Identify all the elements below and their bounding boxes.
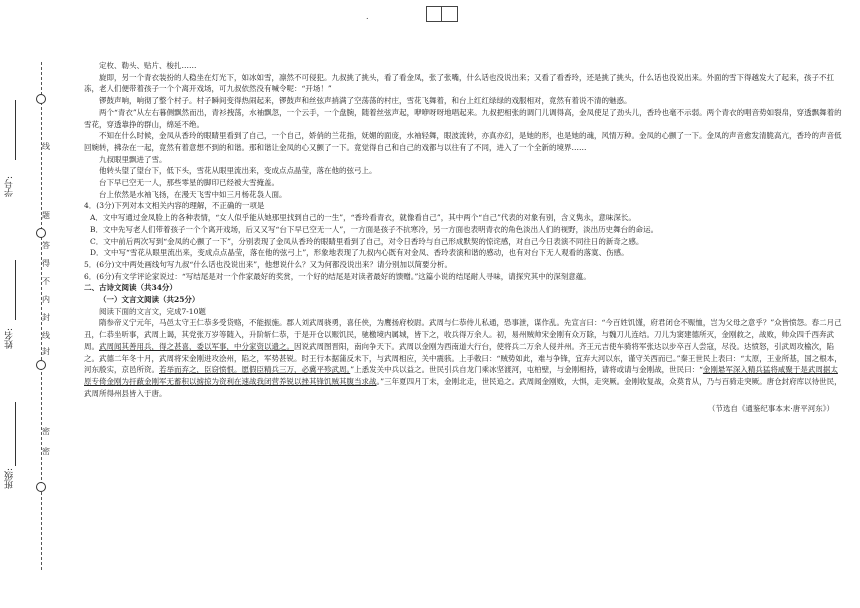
passage-line: 两个“青衣”从左右暮侧飘然而出，青衫拽荡，水袖飘忽，一个云手，一个盘腕，随着丝弦声起，咿咿呀呀地唱起来。九叔把相张的调门儿调得高，金凤使足了劲头儿，香玲也毫不示弱。两个青衣的唱音势如裂帛，穿透飘舞着的雪花，穿透靠挣的群山，绵延不绝。 (84, 107, 842, 129)
passage-segment: 。”三年夏四月丁未，金刚北走，世民追之。武周闻金刚败，大惧，走突厥。金刚收复战，众莫肯从，乃与百骑走突厥。唐仓封府库以待世民，武周所得州县皆入于唐。 (84, 376, 842, 398)
class-line (15, 402, 16, 466)
seal-char: 密 (42, 427, 50, 436)
underlined-sentence: 武周闻其善用兵，得之甚喜，委以军事，中分家资以遗之。 (99, 341, 294, 351)
option-b: B．文中先写老人们带着孩子一个个离开戏场，后又又写“台下早已空无一人”，一方面是孩子不抗寒冷，另一方面也表明青衣的角色淡出人们的视野，淡出历史舞台的命运。 (90, 224, 659, 234)
name-label: 姓名: (5, 328, 15, 350)
seal-char: 封 (42, 347, 50, 356)
passage-line: 九叔眼里飘进了雪。 (99, 154, 167, 164)
name-line (15, 260, 16, 320)
seal-char: 密 (42, 447, 50, 456)
source-citation: （节选自《通鉴纪事本末·唐平河东》） (707, 404, 834, 414)
section-instruction: 阅读下面的文言文，完成7-10题 (99, 306, 206, 316)
seal-char: 线 (42, 331, 50, 340)
passage-segment: 因说武周图晋阳，南向争天下。武周以金刚为西南道大行台，使将兵二万余人侵并州。齐王元吉使车骑将军张达以步卒百人尝寇，尽没。达愤怒，引武周攻榆次，陷之。武德二年冬十月，武周将宋金刚进攻浍州，陷之，军势甚锐。时王行本据蒲反未下，与武周相应，关中震骇。上手敕曰：“贼势如此，难与争锋，宜弃大河以东，谨守关西而已。”秦王世民上表曰：“太原，王业所基，国之根本，河东殷实，京邑所资。 (84, 341, 842, 375)
binding-hole (36, 94, 46, 104)
binding-hole (36, 360, 46, 370)
passage-line: 不知在什么时候，金凤从香玲的眼睛里看到了自己，一个自己，娇俏的兰花指，妩媚的面庞，水袖轻舞，眼波流转，亦真亦幻，是她的形，也是她的魂，风情万种。金凤的心颤了一下。金凤的声音愈发清脆高亢，香玲的声音低回婉转，拂杂在一起，竟然有着意想不到的和谐。那和谐让金凤的心又颤了一下。竟觉得自己和自己的戏都与以往有了不同，进入了一个全新的境界…… (84, 131, 842, 152)
seal-char: 题 (42, 211, 50, 220)
exam-content (84, 60, 844, 415)
page-number-box (426, 6, 458, 22)
seal-char: 答 (42, 241, 50, 250)
classical-passage (84, 317, 844, 399)
seal-char: 封 (42, 313, 50, 322)
passage-line: 他转头望了望台下，低下头，雪花从眼里流出来，变成点点晶莹，落在他的弦弓上。 (99, 166, 377, 176)
question-5: 5．(6分)文中两处画线句写九叔“什么话也没说出来”，他想说什么？又为何都没说出来？请分别加以简要分析。 (84, 259, 453, 269)
passage-segment: ”上悉发关中兵以益之。世民引兵自龙门乘冰坚渡河，屯柏壁，与金刚相持，请将或请与金刚战，世民曰：“ (350, 365, 703, 375)
student-id-label: 学号: (5, 176, 15, 198)
seal-char: 内 (42, 295, 50, 304)
binding-hole (36, 482, 46, 492)
passage-line: 定枚、勒头、贴片、梭扎…… (99, 61, 197, 70)
class-label: 班级: (5, 468, 15, 490)
binding-gutter (0, 0, 72, 608)
section-title: 二、古诗文阅读（共34分） (84, 283, 177, 293)
passage-segment: 隋参帝义宁元年，马邑太守王仁恭多受货赂，不能振施。郡人刘武周骁勇，喜任侠，为鹰扬府校尉。武周与仁恭侍儿私通，恐事泄，谋作乱。先宣言曰：“今百姓饥馑，府君闭仓不赈恤，岂为父母之意乎？”众皆愤怨。春二月己丑，仁恭坐听事，武周上谒，其党张万岁等随入，升阶斩仁恭，于是开仓以赈饥民，驰檄境内属城，皆下之，收兵得万余人。初，易州贼帅宋金刚有众万除，与魏刀儿连结。刀儿为窦建德所灭，金刚救之，战败，帅众四千西奔武周。 (84, 318, 842, 351)
section-subtitle: （一）文言文阅读（共25分） (99, 295, 200, 305)
seal-char: 得 (42, 259, 50, 268)
binding-hole (36, 228, 46, 238)
student-id-line (15, 100, 16, 160)
passage-line: 台上依然是水袖飞扬，在漫天飞雪中如三月杨花袅人面。 (99, 189, 287, 199)
option-a: A．文中写通过金凤脸上的各种表情，“女人似乎能从她那里找到自己的一生”，“香玲看青衣，就像看自己”，其中两个“自己”代表的对象有别，含义隽永，意味深长。 (90, 213, 636, 223)
passage-line: 锣鼓声响，响彻了整个村子。村子瞬间变得热闹起来，锣鼓声和丝弦声捎满了空荡荡的村庄，雪花飞舞着，和台上红红绿绿的戏服相对，竟然有着说不清的魅惑。 (99, 96, 632, 106)
question-4: 4．(3分)下列对本文相关内容的理解，不正确的一项是 (84, 201, 265, 211)
underlined-sentence: 若举而弃之，臣窃愤恨。愿假臣精兵三万，必冀平殄武周。 (159, 365, 351, 375)
underlined-sentence: 金刚悬军深入精兵猛将咸聚于是武周据太原专倚金刚为扞蔽金刚军无蓄积以掳掠为资利在速战我闭营养锐以挫其锋饥贼其腹当求战 (84, 365, 838, 386)
question-6: 6．(6分)有文学评论家说过：“写结尾是对一个作家最好的奖赏，一个好的结尾是对读者最好的馈赠。”这篇小说的结尾耐人寻味，请探究其中的深刻意蕴。 (84, 271, 591, 281)
option-d: D．文中写“雪花从眼里流出来，变成点点晶莹，落在他的弦弓上”，形象地表现了九叔内心既有对金凤、香玲表演和谐的感动，也有对台下无人观看的落寞、伤感。 (90, 248, 629, 258)
option-c: C．文中前后两次写到“金凤的心颤了一下”，分别表现了金凤从香玲的眼睛里看到了自己，对令日香玲与自己形成默契的惊诧感，对自己今日表演不同往日的新奇之感。 (90, 236, 644, 246)
header-dot: . (366, 12, 369, 21)
seal-char: 不 (42, 277, 50, 286)
passage-line: 旋即，另一个青衣装扮的人稳坐在灯光下，如冰如雪，凛然不可侵犯。九叔挑了挑头，看了看金凤，张了张嘴，什么话也没说出来；又看了看香玲，还是挑了挑头，什么话也没说出来。外面的雪下得越发大了起来，孩子不扛冻，老人们便带着孩子一个个离开戏场，可九叔依然没有喊令呢：“开场！” (84, 72, 834, 94)
seal-char: 线 (42, 142, 50, 151)
passage-line: 台下早已空无一人，那些零星的脚印已经被大雪掩盖。 (99, 178, 279, 188)
